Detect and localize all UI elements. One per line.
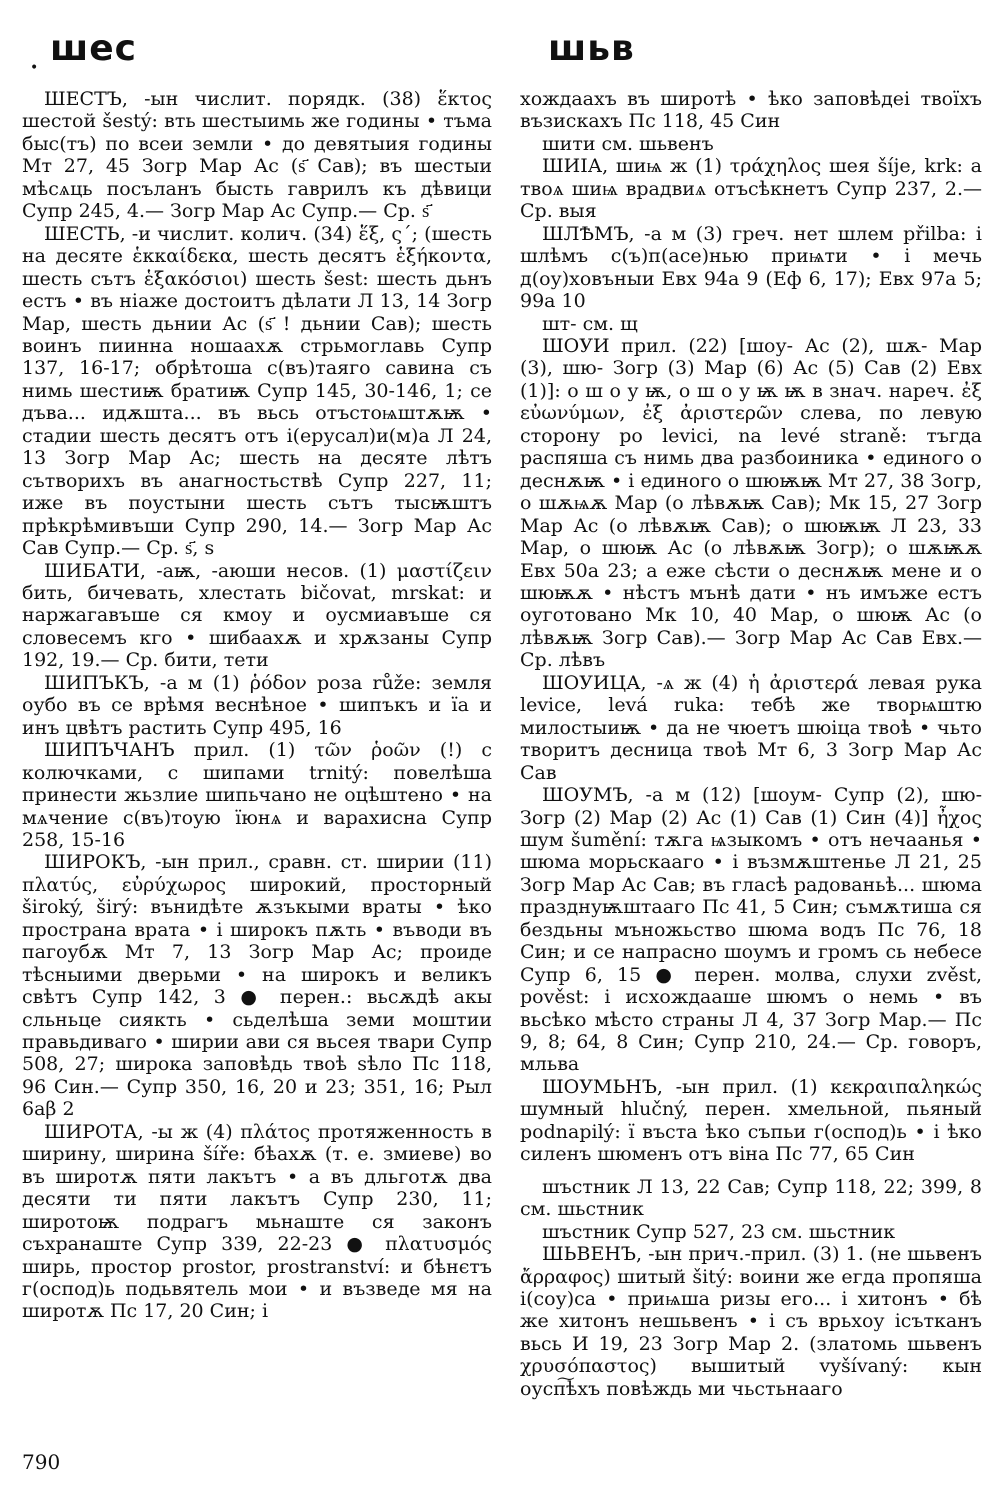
dictionary-entry: ШЛѢМЪ, -а м (3) греч. нет шлем přilba: і шлѣмъ с(ъ)п(асе)нью приѩти • і мечь д(оу)ховъныи Евх 94а 9 (Еф 6, 17); Евх 97а 5; 99а 10 <box>520 222 982 313</box>
running-head-right: шьв <box>548 28 635 69</box>
right-column <box>520 88 982 1400</box>
dictionary-entry: шити см. шьвенъ <box>542 132 714 155</box>
running-head-left: шес <box>50 28 137 69</box>
dictionary-entry: ШИБАТИ, -аѭ, -аюши несов. (1) μαστίζειν бить, бичевать, хлестать bičovat, mrskat: и наржагавъше ся кмоу и оусмиавъше ся словесемъ кго • шибаахѫ и хрѫзаны Супр 192, 19.— Ср. бити, тети <box>22 559 492 672</box>
dictionary-entry: шт- см. щ <box>542 312 638 335</box>
dictionary-entry: ШОУМЪ, -а м (12) [шоум- Супр (2), шю- Зогр (2) Мар (2) Ас (1) Сав (1) Син (4)] ἦχος шум šumění: тѫга ѩзыкомъ • отъ нечаанья • шюма морьскааго • і възмѫштенье Л 21, 25 Зогр Мар Ас Сав; въ гласѣ радованьѣ... шюма празднуѭштааго Пс 41, 5 Син; съмѫтиша ся бездьны мъножьство шюма водъ Пс 76, 18 Син; и се напрасно шоумъ и громъ сь небесе Супр 6, 15 ● перен. молва, слухи zvěst, pověst: і исхождааше шюмъ о немь • въ вьсѣко мѣсто страны Л 4, 37 Зогр Мар.— Пс 9, 8; 64, 8 Син; Супр 210, 24.— Ср. говоръ, мльва <box>520 784 982 1076</box>
dictionary-entry: ШИПЪКЪ, -а м (1) ῥόδον роза růže: земля оубо въ се врѣмя веснѣное • шипъкъ и їа и инъ цвѣтъ растить Супр 495, 16 <box>22 671 492 739</box>
dictionary-entry: ШОУИЦА, -ѧ ж (4) ἡ ἀριστερά левая рука levice, levá ruka: тебѣ же творѩштю милостыиѭ • да не чюетъ шюіца твоѣ • чьто творитъ десница твоѣ Мт 6, 3 Зогр Мар Ас Сав <box>520 671 982 784</box>
dictionary-entry: шъстник Л 13, 22 Сав; Супр 118, 22; 399, 8 см. шьстник <box>520 1175 982 1221</box>
dictionary-entry: ШИРОТА, -ы ж (4) πλάτος протяженность в ширину, ширина šíře: бѣахѫ (т. е. змиеве) во въ широтѫ пяти лакътъ • а въ дльготѫ два десяти ти пяти лакътъ Супр 230, 11; широтоѭ подрагъ мьнаште ся законъ съхранаште Супр 339, 22-23 ● πλατυσμός ширь, простор prostor, prostranství: и бѣнєтъ г(оспод)ь подьвятель мои • и възведе мя на широтѫ Пс 17, 20 Син; і <box>22 1120 492 1323</box>
margin-dot: • <box>30 60 39 76</box>
dictionary-entry: шъстник Супр 527, 23 см. шьстник <box>542 1220 896 1243</box>
dictionary-entry-continuation: хождаахъ въ широтѣ • ѣко заповѣдеі твоїхъ възискахъ Пс 118, 45 Син <box>520 88 982 133</box>
dictionary-entry: ШИІА, шиѩ ж (1) τράχηλος шея šíje, krk: а твоѧ шиѩ врадвиѧ отъсѣкнетъ Супр 237, 2.— Ср. выя <box>520 155 982 223</box>
dictionary-entry: ШИРОКЪ, -ын прил., сравн. ст. ширии (11) πλατύς, εὐρύχωρος широкий, просторный široký, širý: вънидѣте ѫзъкыми враты • ѣко пространа врата • і широкъ пѫть • въводи въ пагоубѫ Мт 7, 13 Зогр Мар Ас; проиде тѣсныими дверьми • на широкъ и великъ свѣтъ Супр 142, 3 ● перен.: вьсѫдѣ акы сльньце сиякть • сьделѣша земи моштии правьдиваго • ширии ави ся вьсея твари Супр 508, 27; широка заповѣдь твоѣ ѕѣло Пс 118, 96 Син.— Супр 350, 16, 20 и 23; 351, 16; Рыл 6аβ 2 <box>22 851 492 1121</box>
dictionary-entry: ШИПЪЧАНЪ прил. (1) τῶν ῥοῶν (!) с колючками, с шипами trnitý: повелѣша принести жьзлие шипьчано не оцѣштено • на мѧчение с(въ)тоую їюнѧ и варахисна Супр 258, 15-16 <box>22 739 492 851</box>
dictionary-entry: ШЕСТЬ, -и числит. колич. (34) ἕξ, ς´; (шесть на десяте ἑκκαίδεκα, шесть десятъ ἑξήκοντα, шесть сътъ ἑξακόσιοι) шесть šest: шесть дьнъ естъ • въ ніаже достоитъ дѣлати Л 13, 14 Зогр Мар, шесть дьнии Ас (ѕ҃ ! дьнии Сав); шесть воинъ пиинна ношаахѫ стрьмоглавь Супр 137, 16-17; обрѣтоша с(въ)таяго савина съ нимь шестиѭ братиѭ Супр 145, 30-146, 1; се дъва... идѫшта... въ вьсь отъстоѩштѫѭ • стадии шесть десятъ отъ і(ерусал)и(м)а Л 24, 13 Зогр Мар Ас; шесть на десяте лѣтъ сътворихъ въ анагностьствѣ Супр 227, 11; иже въ поустыни шесть сътъ тысѭштъ прѣкрѣмивъши Супр 290, 14.— Зогр Мар Ас Сав Супр.— Ср. ѕ҃, ѕ <box>22 222 492 560</box>
dictionary-entry: ШЬВЕНЪ, -ын прич.-прил. (3) 1. (не шьвенъ ἄρραφος) шитый šitý: воини же егда пропяша і(соу)са • приѩша ризы его... і хитонъ • бѣ же хитонъ нешьвенъ • і съ врьхоу ісътканъ вьсь И 19, 23 Зогр Мар 2. (златомь шьвенъ χρυσόπαστος) вышитый vyšívaný: кын оусп͠ѣхъ повѣждь ми чьстьнааго <box>520 1243 982 1400</box>
dictionary-entry: ШЕСТЪ, -ын числит. порядк. (38) ἕκτος шестой šestý: вть шестыимь же годины • тъма быс(тъ) по всеи земли • до девятыия годины Мт 27, 45 Зогр Мар Ас (ѕ҃ Сав); въ шестыи мѣсѧць посъланъ бысть гаврилъ къ дѣвици Супр 245, 4.— Зогр Мар Ас Супр.— Ср. ѕ҃ <box>22 88 492 223</box>
page-number: 790 <box>22 1450 61 1474</box>
dictionary-entry: ШОУМЬНЪ, -ын прил. (1) κεκραιπαληκώς шумный hlučný, перен. хмельной, пьяный podnapilý: ї въста ѣко съпьи г(оспод)ь • і ѣко силенъ шюменъ отъ віна Пс 77, 65 Син <box>520 1075 982 1166</box>
dictionary-entry: ШОУИ прил. (22) [шоу- Ас (2), шѫ- Мар (3), шю- Зогр (3) Мар (6) Ас (5) Сав (2) Евх (1)]: о ш о у ѭ, о ш о у ѭ ѭ в знач. нареч. ἐξ εὐωνύμων, ἐξ ἀριστερῶν слева, по левую сторону po levici, na levé straně: тъгда распяша съ нимь два разбоиника • единого о деснѫѭ • і единого о шюѭѭ Мт 27, 38 Зогр, о шѫѩѫ Мар (о лѣвѫѭ Сав); Мк 15, 27 Зогр Мар Ас (о лѣвѫѭ Сав); о шюѭѭ Л 23, 33 Мар, о шюѭ Ас (о лѣвѫѭ Зогр); о шѫѭѫ Евх 50а 23; а еже сѣсти о деснѫѭ мене и о шюѭѫ • нѣстъ мънѣ дати • нъ имъже естъ оуготовано Мк 10, 40 Мар, о шюѭ Ас (о лѣвѫѭ Зогр Сав).— Зогр Мар Ас Сав Евх.— Ср. лѣвъ <box>520 334 982 672</box>
left-column <box>22 88 492 1323</box>
